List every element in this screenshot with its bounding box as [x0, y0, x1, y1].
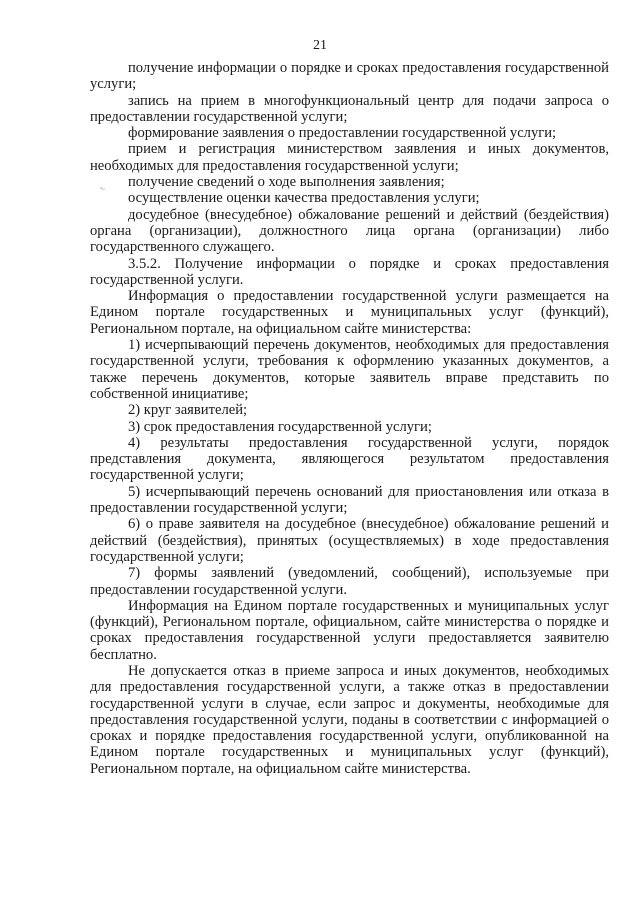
paragraph: Не допускается отказ в приеме запроса и иных документов, необходимых для предоставления государственной услуги, а также отказ в предоставлении государственной услуги в случае, если запрос и документы, необходимые для предоставления государственной услуги, поданы в соответствии с информацией о сроках и порядке предоставления государственной услуги, опубликованной на Едином портале государственных и муниципальных услуг (функций), Региональном портале, на официальном сайте министерства. [90, 662, 609, 777]
paragraph: прием и регистрация министерством заявления и иных документов, необходимых для предоставления государственной услуги; [90, 141, 609, 174]
paragraph: получение информации о порядке и сроках предоставления государственной услуги; [90, 60, 609, 93]
list-item: 2) круг заявителей; [128, 402, 248, 419]
paragraph: досудебное (внесудебное) обжалование решений и действий (бездействия) органа (организации), должностного лица органа (организации) либо государственного служащего. [90, 206, 609, 256]
list-item: 3) срок предоставления государственной услуги; [128, 418, 432, 435]
list-item: 7) формы заявлений (уведомлений, сообщений), используемые при предоставлении государственной услуги. [90, 565, 609, 598]
list-item: 4) результаты предоставления государственной услуги, порядок представления документа, являющегося результатом предоставления государственной услуги; [90, 434, 609, 484]
paragraph: запись на прием в многофункциональный центр для подачи запроса о предоставлении государственной услуги; [90, 92, 609, 125]
paragraph: получение сведений о ходе выполнения заявления; [128, 174, 445, 191]
page-number: 21 [313, 38, 327, 53]
paragraph: формирование заявления о предоставлении государственной услуги; [128, 125, 557, 142]
section-heading: 3.5.2. Получение информации о порядке и сроках предоставления государственной услуги. [90, 255, 609, 288]
list-item: 5) исчерпывающий перечень оснований для приостановления или отказа в предоставлении государственной услуги; [90, 483, 609, 517]
paragraph: Информация о предоставлении государственной услуги размещается на Едином портале государственных и муниципальных услуг (функций), Региональном портале, на официальном сайте министерства: [90, 288, 609, 337]
paragraph: осуществление оценки качества предоставления услуги; [128, 190, 480, 207]
document-body [90, 60, 609, 777]
list-item: 6) о праве заявителя на досудебное (внесудебное) обжалование решений и действий (бездействия), принятых (осуществляемых) в ходе предоставления государственной услуги; [90, 516, 609, 565]
paragraph: Информация на Едином портале государственных и муниципальных услуг (функций), Региональном портале, официальном, сайте министерства о порядке и сроках предоставления государственной услуги предоставляется заявителю бесплатно. [90, 597, 609, 663]
pen-mark-icon: ᵔᵕ [100, 185, 105, 194]
list-item: 1) исчерпывающий перечень документов, необходимых для предоставления государственной услуги, требования к оформлению указанных документов, а также перечень документов, которые заявитель вправе представить по собственной инициативе; [90, 337, 609, 402]
